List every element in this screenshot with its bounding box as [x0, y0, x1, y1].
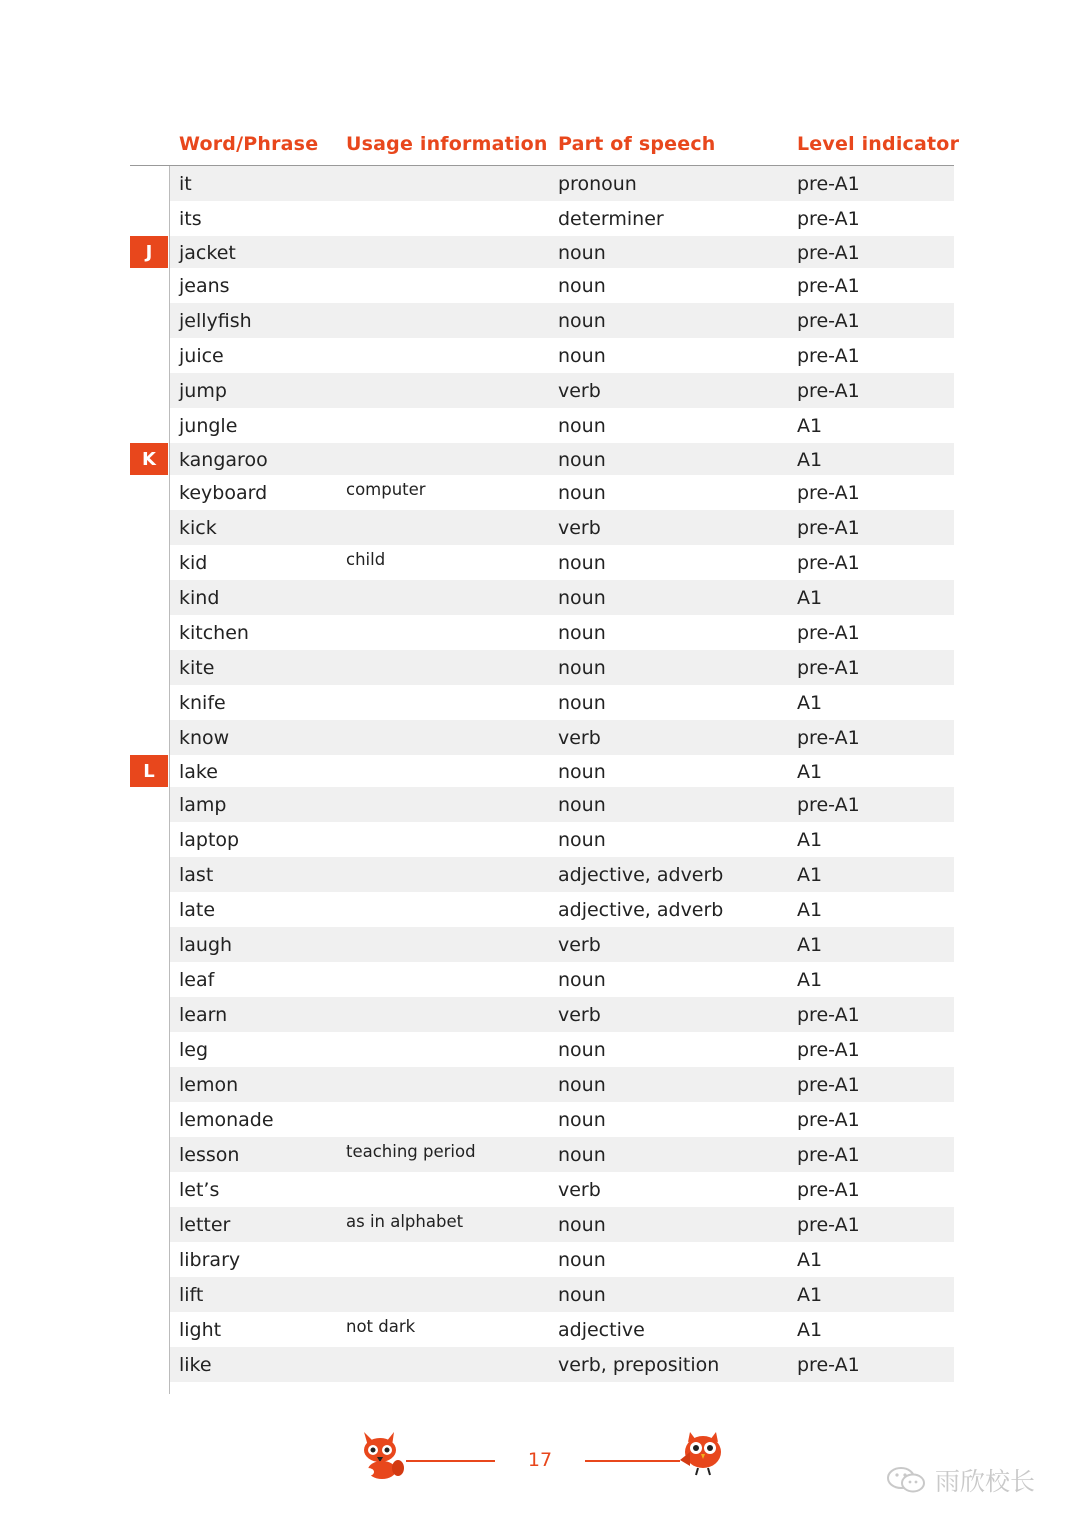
- table-row: [170, 720, 954, 755]
- level-cell: pre-A1: [797, 310, 860, 332]
- table-row: [170, 338, 954, 373]
- table-row: [170, 1312, 954, 1347]
- table-row: [170, 1137, 954, 1172]
- level-cell: A1: [797, 1249, 823, 1271]
- level-cell: A1: [797, 587, 823, 609]
- level-cell: A1: [797, 761, 823, 783]
- word-cell: jump: [179, 380, 227, 402]
- level-cell: A1: [797, 449, 823, 471]
- table-row: [170, 962, 954, 997]
- table-row: [170, 1032, 954, 1067]
- part-of-speech-cell: noun: [558, 587, 606, 609]
- level-cell: pre-A1: [797, 794, 860, 816]
- word-cell: late: [179, 899, 216, 921]
- table-row: [170, 615, 954, 650]
- header-level-indicator: Level indicator: [797, 133, 960, 155]
- part-of-speech-cell: verb: [558, 727, 601, 749]
- part-of-speech-cell: noun: [558, 1039, 606, 1061]
- level-cell: pre-A1: [797, 380, 860, 402]
- table-row: [170, 268, 954, 303]
- level-cell: pre-A1: [797, 622, 860, 644]
- part-of-speech-cell: noun: [558, 622, 606, 644]
- part-of-speech-cell: noun: [558, 1214, 606, 1236]
- word-cell: library: [179, 1249, 241, 1271]
- level-cell: pre-A1: [797, 1354, 860, 1376]
- part-of-speech-cell: noun: [558, 275, 606, 297]
- part-of-speech-cell: noun: [558, 345, 606, 367]
- table-row: [170, 510, 954, 545]
- word-cell: it: [179, 173, 192, 195]
- owl-mascot-icon: [676, 1430, 728, 1478]
- level-cell: pre-A1: [797, 1004, 860, 1026]
- word-cell: last: [179, 864, 214, 886]
- word-cell: juice: [179, 345, 224, 367]
- table-row: [170, 1242, 954, 1277]
- usage-cell: computer: [346, 480, 426, 499]
- wechat-icon: [885, 1465, 929, 1495]
- level-cell: pre-A1: [797, 1039, 860, 1061]
- table-row: [170, 408, 954, 443]
- part-of-speech-cell: verb: [558, 380, 601, 402]
- table-row: [170, 303, 954, 338]
- footer-line-left: [406, 1460, 495, 1462]
- header-usage-information: Usage information: [346, 133, 548, 155]
- part-of-speech-cell: noun: [558, 794, 606, 816]
- level-cell: pre-A1: [797, 1109, 860, 1131]
- part-of-speech-cell: noun: [558, 482, 606, 504]
- word-cell: lift: [179, 1284, 204, 1306]
- part-of-speech-cell: adjective: [558, 1319, 645, 1341]
- table-header: [0, 133, 1080, 163]
- word-cell: kite: [179, 657, 215, 679]
- table-row: [145, 236, 954, 268]
- level-cell: pre-A1: [797, 552, 860, 574]
- part-of-speech-cell: noun: [558, 310, 606, 332]
- word-cell: lamp: [179, 794, 227, 816]
- table-row: [170, 892, 954, 927]
- table-row: [170, 787, 954, 822]
- level-cell: pre-A1: [797, 1214, 860, 1236]
- level-cell: A1: [797, 899, 823, 921]
- part-of-speech-cell: verb: [558, 1004, 601, 1026]
- part-of-speech-cell: noun: [558, 449, 606, 471]
- word-cell: its: [179, 208, 202, 230]
- table-row: [170, 580, 954, 615]
- word-cell: jellyfish: [179, 310, 252, 332]
- table-row: [170, 857, 954, 892]
- watermark-text: 雨欣校长: [935, 1467, 1036, 1496]
- part-of-speech-cell: adjective, adverb: [558, 864, 724, 886]
- word-cell: jacket: [179, 242, 236, 264]
- table-row: [170, 997, 954, 1032]
- word-cell: kitchen: [179, 622, 249, 644]
- letter-index-tab: J: [130, 236, 168, 268]
- word-cell: laptop: [179, 829, 240, 851]
- word-cell: lake: [179, 761, 218, 783]
- letter-index-tab: L: [130, 755, 168, 787]
- word-cell: lemon: [179, 1074, 239, 1096]
- word-cell: keyboard: [179, 482, 268, 504]
- level-cell: pre-A1: [797, 517, 860, 539]
- header-word-phrase: Word/Phrase: [179, 133, 319, 155]
- table-row: [142, 443, 954, 475]
- word-cell: lesson: [179, 1144, 240, 1166]
- part-of-speech-cell: noun: [558, 552, 606, 574]
- word-cell: like: [179, 1354, 212, 1376]
- word-cell: knife: [179, 692, 226, 714]
- part-of-speech-cell: noun: [558, 1144, 606, 1166]
- level-cell: pre-A1: [797, 1144, 860, 1166]
- word-cell: letter: [179, 1214, 231, 1236]
- word-cell: laugh: [179, 934, 233, 956]
- fox-mascot-icon: [358, 1428, 406, 1480]
- level-cell: pre-A1: [797, 1179, 860, 1201]
- word-cell: learn: [179, 1004, 228, 1026]
- usage-cell: teaching period: [346, 1142, 476, 1161]
- level-cell: pre-A1: [797, 657, 860, 679]
- word-cell: light: [179, 1319, 222, 1341]
- table-row: [170, 822, 954, 857]
- word-cell: leg: [179, 1039, 209, 1061]
- table-row: [170, 927, 954, 962]
- header-part-of-speech: Part of speech: [558, 133, 716, 155]
- part-of-speech-cell: noun: [558, 969, 606, 991]
- word-cell: leaf: [179, 969, 215, 991]
- level-cell: A1: [797, 864, 823, 886]
- level-cell: pre-A1: [797, 1074, 860, 1096]
- table-row: [170, 201, 954, 236]
- table-row: [170, 545, 954, 580]
- part-of-speech-cell: verb: [558, 1179, 601, 1201]
- usage-cell: not dark: [346, 1317, 416, 1336]
- usage-cell: child: [346, 550, 386, 569]
- level-cell: A1: [797, 1284, 823, 1306]
- level-cell: A1: [797, 1319, 823, 1341]
- part-of-speech-cell: verb: [558, 934, 601, 956]
- part-of-speech-cell: noun: [558, 829, 606, 851]
- table-row: [170, 1067, 954, 1102]
- word-table: [142, 166, 954, 1382]
- level-cell: A1: [797, 692, 823, 714]
- part-of-speech-cell: pronoun: [558, 173, 637, 195]
- word-cell: kick: [179, 517, 217, 539]
- level-cell: pre-A1: [797, 482, 860, 504]
- level-cell: A1: [797, 969, 823, 991]
- part-of-speech-cell: noun: [558, 1284, 606, 1306]
- level-cell: pre-A1: [797, 727, 860, 749]
- part-of-speech-cell: determiner: [558, 208, 664, 230]
- level-cell: pre-A1: [797, 208, 860, 230]
- level-cell: pre-A1: [797, 345, 860, 367]
- watermark: [885, 1462, 1035, 1498]
- footer-line-right: [585, 1460, 680, 1462]
- table-row: [170, 685, 954, 720]
- word-cell: kind: [179, 587, 220, 609]
- part-of-speech-cell: noun: [558, 657, 606, 679]
- table-row: [170, 1277, 954, 1312]
- part-of-speech-cell: noun: [558, 1249, 606, 1271]
- level-cell: A1: [797, 415, 823, 437]
- table-row: [170, 1347, 954, 1382]
- part-of-speech-cell: verb: [558, 517, 601, 539]
- part-of-speech-cell: noun: [558, 692, 606, 714]
- part-of-speech-cell: noun: [558, 415, 606, 437]
- level-cell: pre-A1: [797, 242, 860, 264]
- part-of-speech-cell: adjective, adverb: [558, 899, 724, 921]
- table-row: [170, 475, 954, 510]
- word-cell: jungle: [179, 415, 238, 437]
- table-row: [170, 1102, 954, 1137]
- level-cell: pre-A1: [797, 275, 860, 297]
- level-cell: A1: [797, 934, 823, 956]
- level-cell: A1: [797, 829, 823, 851]
- table-row: [170, 166, 954, 201]
- word-cell: jeans: [179, 275, 230, 297]
- usage-cell: as in alphabet: [346, 1212, 464, 1231]
- table-row: [170, 650, 954, 685]
- word-cell: know: [179, 727, 230, 749]
- table-row: [170, 1172, 954, 1207]
- word-cell: kid: [179, 552, 208, 574]
- part-of-speech-cell: noun: [558, 242, 606, 264]
- table-row: [170, 1207, 954, 1242]
- part-of-speech-cell: verb, preposition: [558, 1354, 720, 1376]
- table-row: [170, 373, 954, 408]
- word-cell: lemonade: [179, 1109, 274, 1131]
- word-cell: let’s: [179, 1179, 220, 1201]
- word-cell: kangaroo: [179, 449, 268, 471]
- part-of-speech-cell: noun: [558, 761, 606, 783]
- table-row: [143, 755, 954, 787]
- part-of-speech-cell: noun: [558, 1074, 606, 1096]
- part-of-speech-cell: noun: [558, 1109, 606, 1131]
- letter-index-tab: K: [130, 443, 168, 475]
- page-number: 17: [527, 1449, 553, 1471]
- level-cell: pre-A1: [797, 173, 860, 195]
